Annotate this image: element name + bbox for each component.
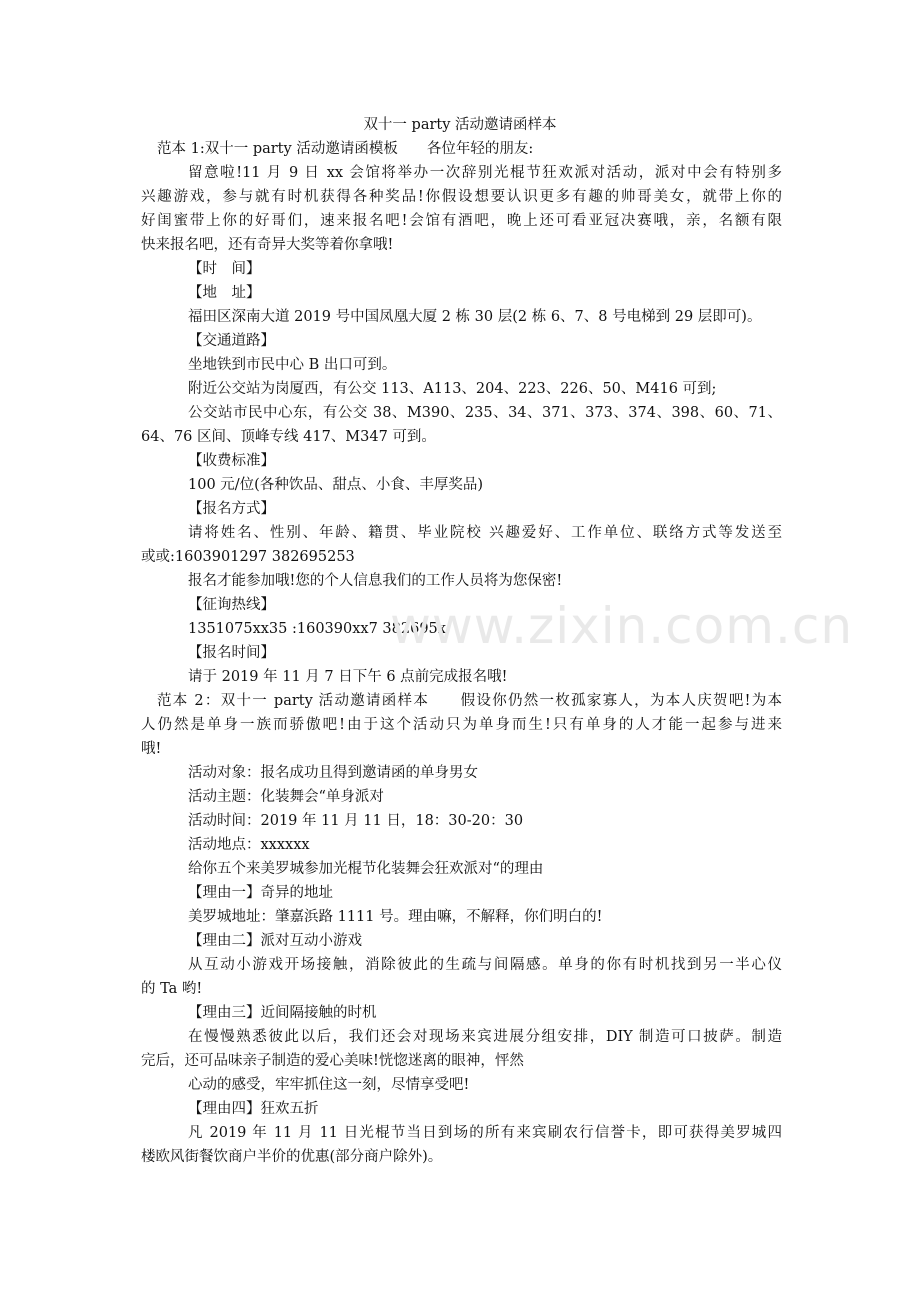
reason-4-text: 凡 2019 年 11 月 11 日光棍节当日到场的所有来宾刷农行信誉卡，即可获得美罗城四 [188,1125,782,1141]
paragraph-line: 好闺蜜带上你的好哥们，速来报名吧!会馆有酒吧，晚上还可看亚冠决赛哦，亲，名额有限 [141,213,782,229]
reason-2-text: 从互动小游戏开场接触，消除彼此的生疏与间隔感。单身的你有时机找到另一半心仪 [188,957,782,973]
transport-line: 公交站市民中心东，有公交 38、M390、235、34、371、373、374、398、60、71、 [188,405,782,421]
reason-1-text: 美罗城地址：肇嘉浜路 1111 号。理由嘛，不解释，你们明白的! [188,909,603,925]
reasons-intro: 给你五个来美罗城参加光棍节化装舞会狂欢派对“的理由 [188,861,544,877]
paragraph-line: 快来报名吧，还有奇异大奖等着你拿哦! [141,237,394,253]
signup-time-text: 请于 2019 年 11 月 7 日下午 6 点前完成报名哦! [188,669,508,685]
paragraph-line: 留意啦!11 月 9 日 xx 会馆将举办一次辞别光棍节狂欢派对活动，派对中会有特别多 [188,165,782,181]
transport-line: 64、76 区间、顶峰专线 417、M347 可到。 [141,429,436,445]
event-time: 活动时间：2019 年 11 月 11 日，18：30-20：30 [188,813,524,829]
signup-line: 请将姓名、性别、年龄、籍贯、毕业院校 兴趣爱好、工作单位、联络方式等发送至 [188,525,782,541]
sample-1-heading: 范本 1:双十一 party 活动邀请函模板 各位年轻的朋友: [157,141,534,157]
transport-line: 附近公交站为岗厦西，有公交 113、A113、204、223、226、50、M416 可到; [188,381,717,397]
section-heading-signup-method: 【报名方式】 [188,501,275,517]
reason-3-heading: 【理由三】近间隔接触的时机 [188,1005,377,1021]
signup-line: 或或:1603901297 382695253 [141,549,355,565]
reason-3-text: 在慢慢熟悉彼此以后，我们还会对现场来宾进展分组安排，DIY 制造可口披萨。制造 [188,1029,782,1045]
reason-3-text: 心动的感受，牢牢抓住这一刻，尽情享受吧! [188,1077,470,1093]
section-heading-signup-time: 【报名时间】 [188,645,275,661]
watermark: www.zixin.com.cn [390,597,854,655]
hotline-text: 1351075xx35 :160390xx7 382695x [188,621,446,637]
address-text: 福田区深南大道 2019 号中国凤凰大厦 2 栋 30 层(2 栋 6、7、8 号电梯到 29 层即可)。 [188,309,762,325]
signup-line: 报名才能参加哦!您的个人信息我们的工作人员将为您保密! [188,573,563,589]
reason-2-heading: 【理由二】派对互动小游戏 [188,933,362,949]
sample-2-heading: 范本 2：双十一 party 活动邀请函样本 假设你仍然一枚孤家寡人，为本人庆贺吧!为本 [157,693,782,709]
section-heading-transport: 【交通道路】 [188,333,275,349]
reason-1-heading: 【理由一】奇异的地址 [188,885,333,901]
event-theme: 活动主题：化装舞会“单身派对 [188,789,384,805]
event-audience: 活动对象：报名成功且得到邀请函的单身男女 [188,765,478,781]
event-location: 活动地点：xxxxxx [188,837,310,853]
paragraph-line: 兴趣游戏，参与就有时机获得各种奖品!你假设想要认识更多有趣的帅哥美女，就带上你的 [141,189,782,205]
reason-2-text: 的 Ta 哟! [141,981,203,997]
fee-text: 100 元/位(各种饮品、甜点、小食、丰厚奖品) [188,477,483,493]
reason-4-text: 楼欧风街餐饮商户半价的优惠(部分商户除外)。 [141,1149,443,1165]
section-heading-time: 【时 间】 [188,261,261,277]
section-heading-hotline: 【征询热线】 [188,597,275,613]
reason-3-text: 完后，还可品味亲子制造的爱心美味!恍惚迷离的眼神，怦然 [141,1053,524,1069]
section-heading-fee: 【收费标准】 [188,453,275,469]
paragraph-line: 人仍然是单身一族而骄傲吧!由于这个活动只为单身而生!只有单身的人才能一起参与进来 [141,717,782,733]
transport-line: 坐地铁到市民中心 B 出口可到。 [188,357,397,373]
section-heading-address: 【地 址】 [188,285,261,301]
document-title: 双十一 party 活动邀请函样本 [363,117,557,133]
paragraph-line: 哦! [141,741,162,757]
reason-4-heading: 【理由四】狂欢五折 [188,1101,319,1117]
